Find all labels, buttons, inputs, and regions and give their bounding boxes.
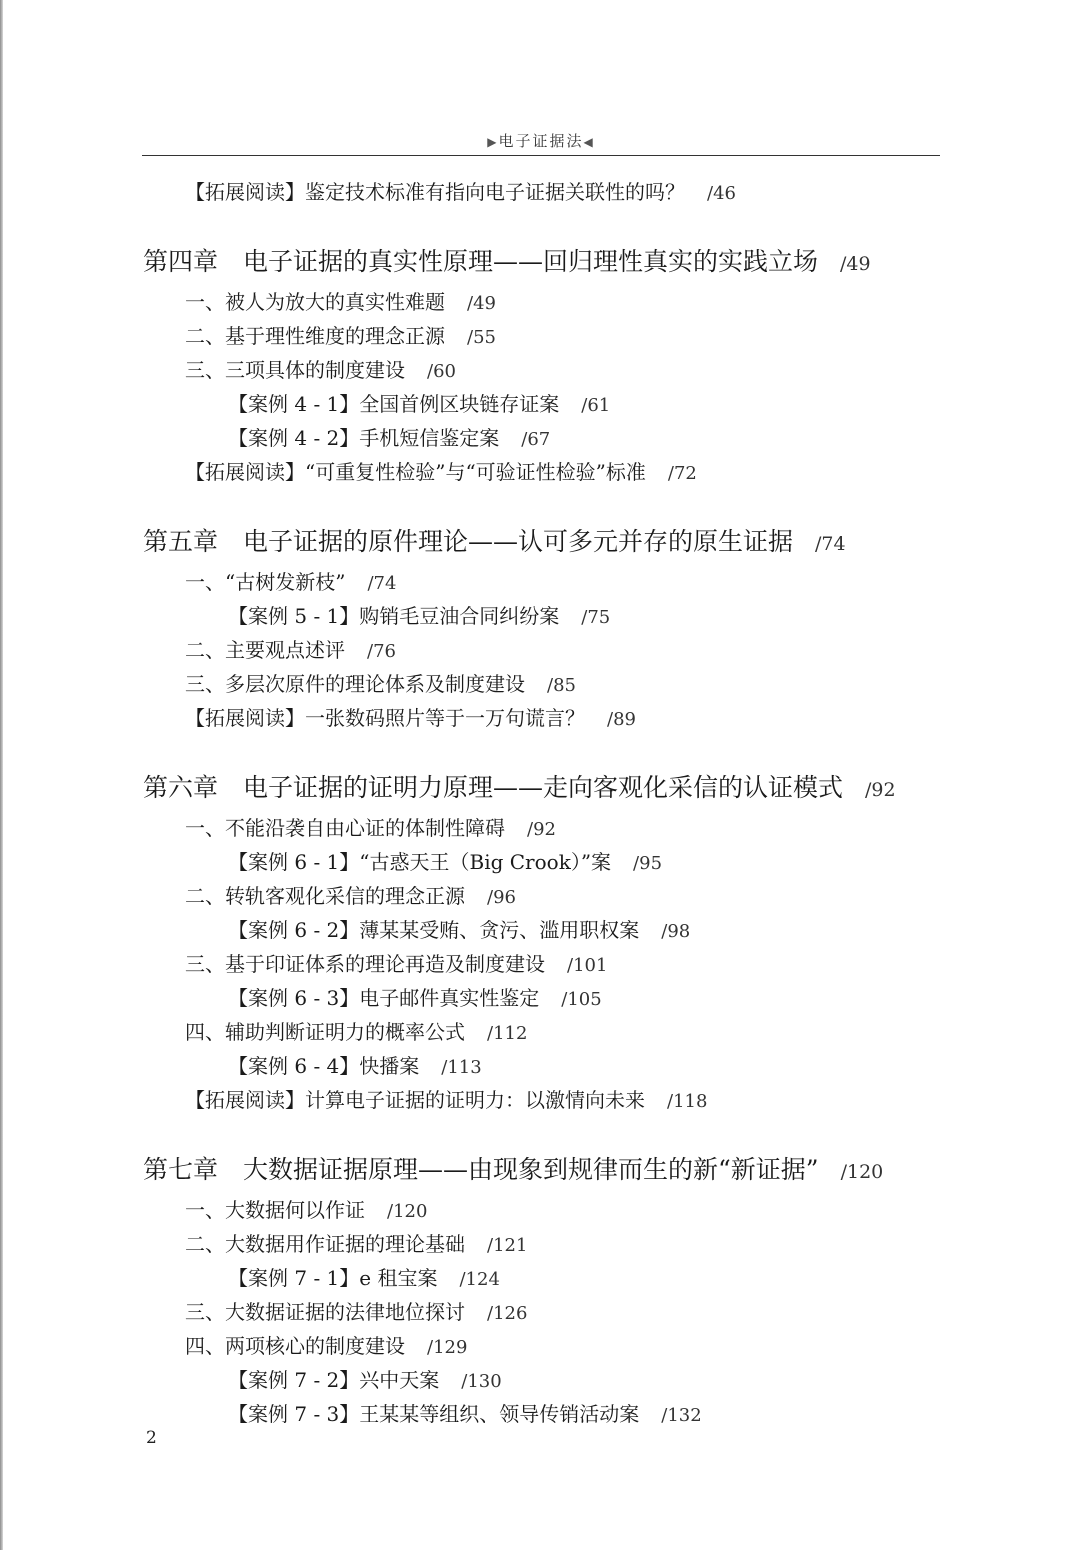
toc-entry-page: /132	[661, 1405, 702, 1426]
toc-entry-title: 【案例 6 - 2】薄某某受贿、贪污、滥用职权案	[228, 918, 640, 942]
toc-entry-page: /67	[521, 429, 551, 450]
toc-chapter-entry	[0, 239, 1080, 285]
toc-case-entry	[0, 1397, 1080, 1431]
toc-case-entry	[0, 421, 1080, 455]
toc-entry-page: /129	[427, 1337, 468, 1358]
toc-case-entry	[0, 599, 1080, 633]
toc-section-entry	[0, 811, 1080, 845]
toc-section-entry	[0, 633, 1080, 667]
toc-entry-page: /49	[840, 253, 871, 275]
toc-section-entry	[0, 1295, 1080, 1329]
toc-section-entry	[0, 879, 1080, 913]
toc-section-entry	[0, 285, 1080, 319]
toc-entry-page: /121	[487, 1235, 528, 1256]
toc-case-entry	[0, 1261, 1080, 1295]
toc-entry-page: /60	[427, 361, 456, 382]
toc-entry-page: /74	[815, 533, 846, 555]
toc-entry-title: 三、三项具体的制度建设	[185, 358, 405, 382]
toc-reading-entry	[0, 455, 1080, 489]
toc-entry-title: 一、被人为放大的真实性难题	[185, 290, 445, 314]
toc-entry-title: 【案例 7 - 2】兴中天案	[228, 1368, 440, 1392]
toc-entry-page: /124	[459, 1269, 500, 1290]
toc-entry-title: 四、辅助判断证明力的概率公式	[185, 1020, 465, 1044]
toc-entry-title: 第五章 电子证据的原件理论——认可多元并存的原生证据	[143, 527, 794, 556]
toc-entry-title: 【拓展阅读】一张数码照片等于一万句谎言？	[185, 706, 585, 730]
table-of-contents	[0, 175, 1080, 1431]
toc-chapter-entry	[0, 765, 1080, 811]
header-rule	[142, 155, 940, 156]
toc-case-entry	[0, 845, 1080, 879]
toc-section-entry	[0, 1227, 1080, 1261]
toc-entry-title: 【案例 7 - 3】王某某等组织、领导传销活动案	[228, 1402, 640, 1426]
toc-entry-page: /105	[561, 989, 602, 1010]
toc-entry-title: 三、基于印证体系的理论再造及制度建设	[185, 952, 545, 976]
toc-entry-page: /118	[667, 1091, 708, 1112]
toc-entry-title: 第七章 大数据证据原理——由现象到规律而生的新“新证据”	[143, 1155, 819, 1184]
toc-entry-title: 【案例 4 - 1】全国首例区块链存证案	[228, 392, 560, 416]
toc-entry-page: /126	[487, 1303, 528, 1324]
toc-entry-title: 二、转轨客观化采信的理念正源	[185, 884, 465, 908]
toc-entry-title: 二、基于理性维度的理念正源	[185, 324, 445, 348]
toc-reading-entry	[0, 1083, 1080, 1117]
toc-section-entry	[0, 1193, 1080, 1227]
toc-entry-title: 二、主要观点述评	[185, 638, 345, 662]
toc-entry-page: /130	[461, 1371, 502, 1392]
toc-entry-title: 【拓展阅读】鉴定技术标准有指向电子证据关联性的吗？	[185, 180, 685, 204]
toc-entry-page: /92	[865, 779, 896, 801]
toc-section-entry	[0, 667, 1080, 701]
toc-entry-page: /46	[707, 183, 736, 204]
toc-section-entry	[0, 565, 1080, 599]
toc-entry-title: 第六章 电子证据的证明力原理——走向客观化采信的认证模式	[143, 773, 844, 802]
toc-entry-page: /76	[367, 641, 396, 662]
toc-entry-page: /49	[467, 293, 496, 314]
toc-entry-page: /89	[607, 709, 636, 730]
left-triangle-icon: ◀	[583, 135, 595, 149]
toc-case-entry	[0, 913, 1080, 947]
toc-entry-title: 【拓展阅读】“可重复性检验”与“可验证性检验”标准	[185, 460, 646, 484]
toc-entry-page: /98	[661, 921, 691, 942]
running-header	[142, 130, 940, 151]
toc-reading-entry	[0, 701, 1080, 735]
right-triangle-icon: ▶	[487, 135, 499, 149]
toc-section-entry	[0, 947, 1080, 981]
page-number: 2	[146, 1428, 157, 1448]
toc-section-entry	[0, 1015, 1080, 1049]
toc-case-entry	[0, 387, 1080, 421]
toc-entry-title: 【案例 4 - 2】手机短信鉴定案	[228, 426, 500, 450]
toc-section-entry	[0, 319, 1080, 353]
toc-entry-page: /120	[387, 1201, 428, 1222]
toc-entry-title: 一、“古树发新枝”	[185, 570, 346, 594]
toc-entry-page: /85	[547, 675, 576, 696]
toc-chapter-entry	[0, 519, 1080, 565]
toc-case-entry	[0, 1049, 1080, 1083]
toc-section-entry	[0, 353, 1080, 387]
toc-entry-page: /55	[467, 327, 496, 348]
toc-entry-title: 【案例 6 - 3】电子邮件真实性鉴定	[228, 986, 540, 1010]
toc-entry-page: /101	[567, 955, 608, 976]
toc-entry-title: 四、两项核心的制度建设	[185, 1334, 405, 1358]
toc-entry-title: 三、大数据证据的法律地位探讨	[185, 1300, 465, 1324]
toc-reading-entry	[0, 175, 1080, 209]
toc-entry-page: /112	[487, 1023, 528, 1044]
toc-entry-title: 【案例 7 - 1】e 租宝案	[228, 1266, 438, 1290]
toc-entry-title: 【案例 5 - 1】购销毛豆油合同纠纷案	[228, 604, 560, 628]
toc-case-entry	[0, 981, 1080, 1015]
toc-entry-page: /74	[367, 573, 397, 594]
toc-entry-title: 第四章 电子证据的真实性原理——回归理性真实的实践立场	[143, 247, 819, 276]
toc-entry-title: 一、大数据何以作证	[185, 1198, 365, 1222]
toc-entry-title: 一、不能沿袭自由心证的体制性障碍	[185, 816, 505, 840]
toc-entry-title: 【案例 6 - 1】“古惑天王（Big Crook）”案	[228, 850, 612, 874]
book-title: 电子证据法	[498, 132, 584, 150]
toc-entry-title: 三、多层次原件的理论体系及制度建设	[185, 672, 525, 696]
toc-entry-page: /61	[581, 395, 611, 416]
toc-entry-title: 二、大数据用作证据的理论基础	[185, 1232, 465, 1256]
toc-entry-page: /120	[840, 1161, 884, 1183]
toc-entry-title: 【案例 6 - 4】快播案	[228, 1054, 420, 1078]
toc-entry-page: /96	[487, 887, 516, 908]
toc-entry-page: /95	[633, 853, 663, 874]
toc-entry-page: /72	[667, 463, 697, 484]
toc-chapter-entry	[0, 1147, 1080, 1193]
toc-entry-page: /113	[441, 1057, 482, 1078]
toc-entry-page: /92	[527, 819, 556, 840]
toc-entry-title: 【拓展阅读】计算电子证据的证明力：以激情向未来	[185, 1088, 645, 1112]
toc-entry-page: /75	[581, 607, 611, 628]
toc-section-entry	[0, 1329, 1080, 1363]
toc-case-entry	[0, 1363, 1080, 1397]
